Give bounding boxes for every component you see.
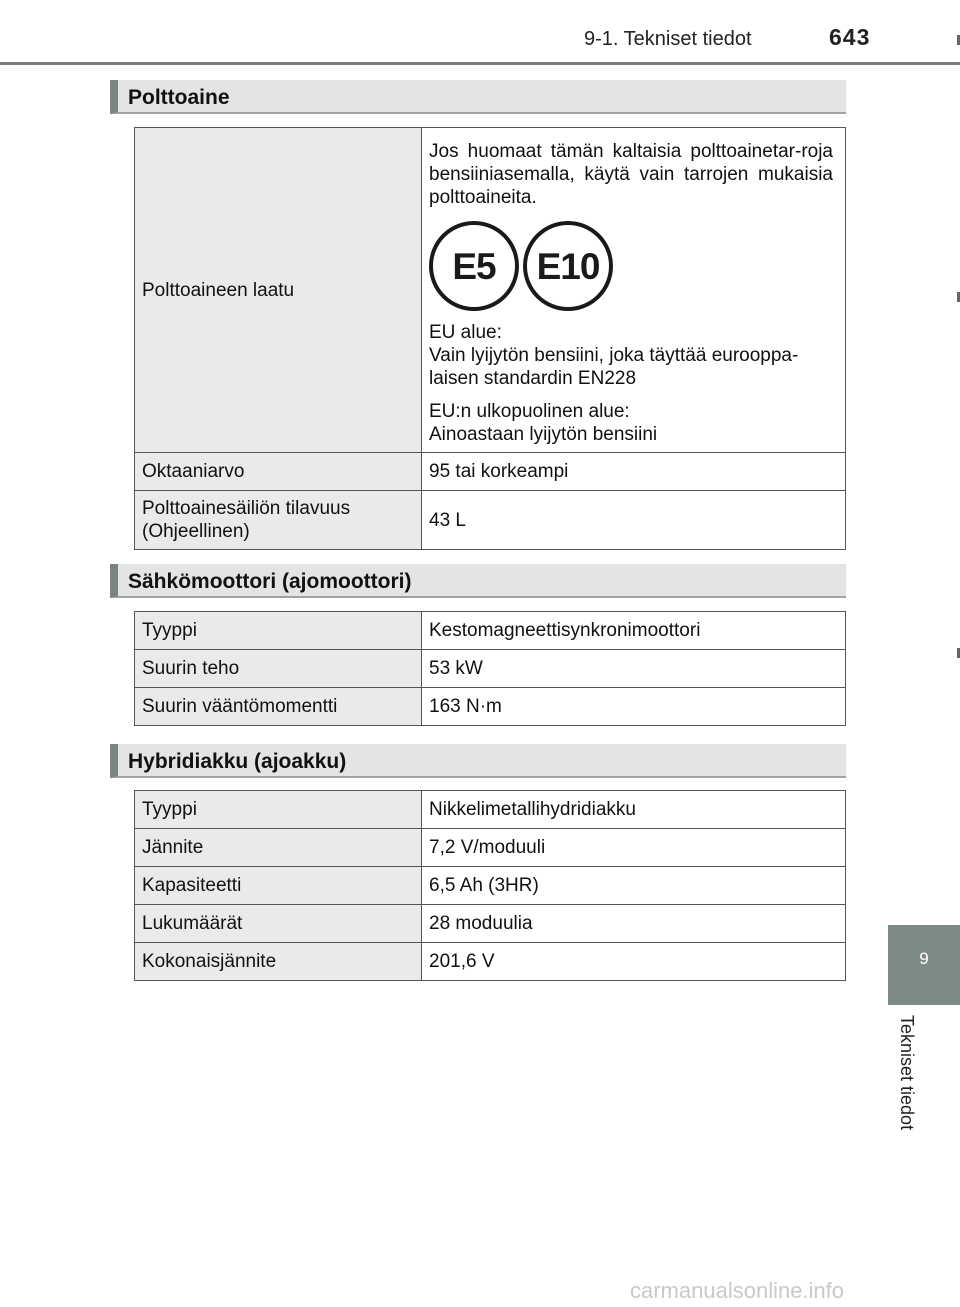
section-heading: 9-1. Tekniset tiedot — [584, 28, 752, 50]
battery-voltage-key: Jännite — [135, 829, 422, 867]
battery-count-key: Lukumäärät — [135, 905, 422, 943]
tank-capacity-key-line2: (Ohjeellinen) — [142, 521, 250, 542]
table-row — [135, 905, 846, 943]
battery-count-value: 28 moduulia — [422, 905, 846, 943]
table-row — [135, 612, 846, 650]
eu-region-desc: Vain lyijytön bensiini, joka täyttää eurooppa-laisen standardin EN228 — [429, 345, 799, 389]
battery-type-value: Nikkelimetallihydridiakku — [422, 791, 846, 829]
battery-section-heading — [110, 744, 846, 778]
battery-total-voltage-value: 201,6 V — [422, 943, 846, 981]
motor-table — [134, 611, 846, 726]
battery-capacity-value: 6,5 Ah (3HR) — [422, 867, 846, 905]
fuel-quality-value — [422, 128, 846, 453]
battery-voltage-value: 7,2 V/moduuli — [422, 829, 846, 867]
motor-torque-value: 163 N·m — [422, 688, 846, 726]
motor-power-key: Suurin teho — [135, 650, 422, 688]
table-row — [135, 791, 846, 829]
fuel-section-title: Polttoaine — [128, 86, 230, 109]
chapter-tab — [888, 925, 960, 1005]
motor-type-key: Tyyppi — [135, 612, 422, 650]
chapter-label: Tekniset tiedot — [897, 1015, 917, 1131]
fuel-section-heading — [110, 80, 846, 114]
e5-fuel-label-icon: E5 — [429, 221, 519, 311]
table-row — [135, 867, 846, 905]
eu-region-text — [429, 321, 833, 390]
table-row — [135, 688, 846, 726]
table-row — [135, 128, 846, 453]
non-eu-region-text — [429, 400, 833, 446]
tank-capacity-key-line1: Polttoainesäiliön tilavuus — [142, 498, 351, 519]
header-divider — [0, 62, 960, 65]
table-row — [135, 829, 846, 867]
battery-table — [134, 790, 846, 981]
table-row — [135, 943, 846, 981]
battery-section-title: Hybridiakku (ajoakku) — [128, 750, 347, 773]
motor-torque-key: Suurin vääntömomentti — [135, 688, 422, 726]
eu-region-title: EU alue: — [429, 322, 502, 343]
battery-total-voltage-key: Kokonaisjännite — [135, 943, 422, 981]
tank-capacity-value: 43 L — [422, 491, 846, 550]
e10-fuel-label-icon: E10 — [523, 221, 613, 311]
octane-value: 95 tai korkeampi — [422, 453, 846, 491]
tank-capacity-key — [135, 491, 422, 550]
battery-capacity-key: Kapasiteetti — [135, 867, 422, 905]
motor-section-heading — [110, 564, 846, 598]
page-number: 643 — [829, 24, 871, 50]
battery-type-key: Tyyppi — [135, 791, 422, 829]
table-row — [135, 453, 846, 491]
fuel-quality-key: Polttoaineen laatu — [135, 128, 422, 453]
octane-key: Oktaaniarvo — [135, 453, 422, 491]
motor-type-value: Kestomagneettisynkronimoottori — [422, 612, 846, 650]
fuel-table — [134, 127, 846, 550]
watermark: carmanualsonline.info — [630, 1278, 845, 1303]
chapter-number: 9 — [919, 949, 929, 968]
motor-power-value: 53 kW — [422, 650, 846, 688]
table-row — [135, 491, 846, 550]
fuel-quality-intro: Jos huomaat tämän kaltaisia polttoainetar-roja bensiiniasemalla, käytä vain tarrojen mukaisia polttoaineita. — [429, 141, 833, 208]
motor-section-title: Sähkömoottori (ajomoottori) — [128, 570, 412, 593]
fuel-labels — [429, 221, 833, 311]
non-eu-region-desc: Ainoastaan lyijytön bensiini — [429, 424, 658, 445]
non-eu-region-title: EU:n ulkopuolinen alue: — [429, 401, 630, 422]
table-row — [135, 650, 846, 688]
